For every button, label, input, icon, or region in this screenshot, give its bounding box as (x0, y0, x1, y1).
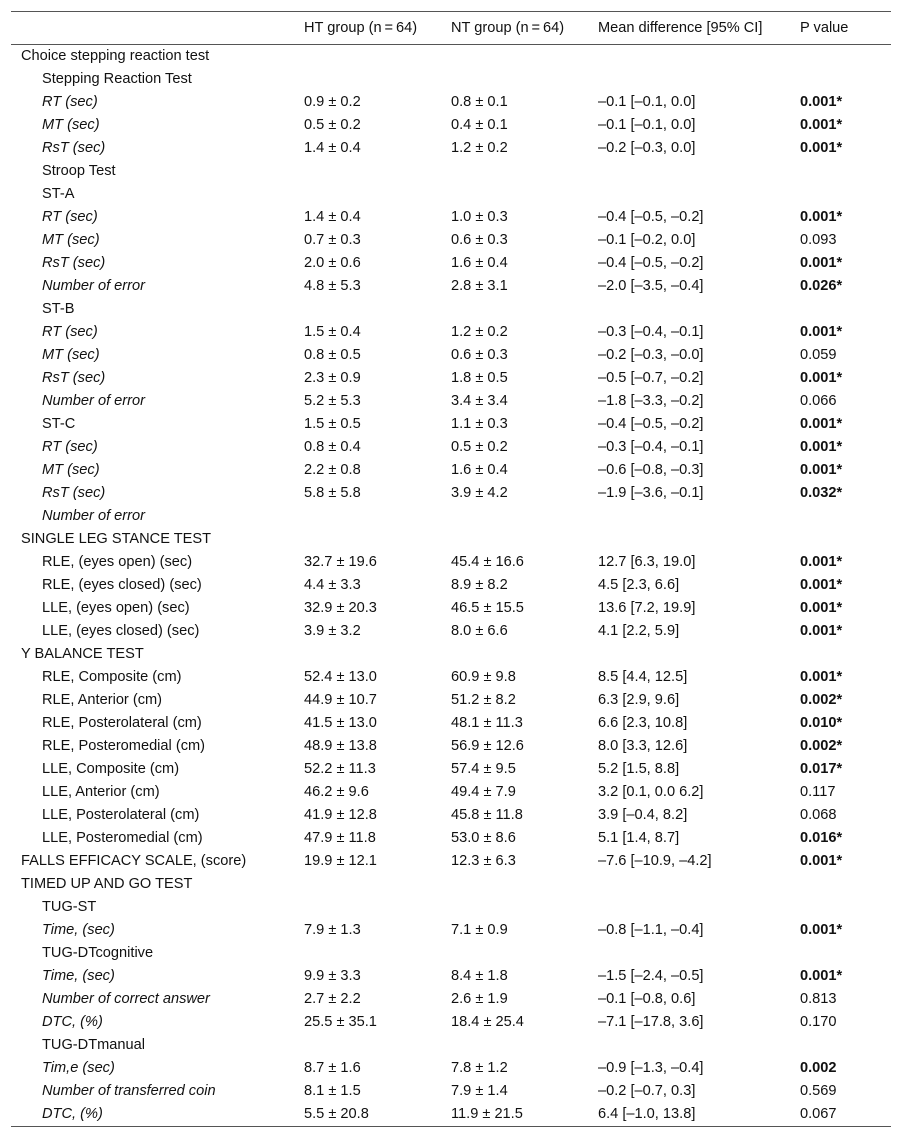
row-label: DTC, (%) (42, 1014, 103, 1030)
ht-group-value: 9.9 ± 3.3 (304, 968, 361, 984)
ht-group-value: 52.4 ± 13.0 (304, 669, 377, 685)
table-row (11, 505, 891, 528)
table-row (11, 68, 891, 91)
table-row (11, 850, 891, 873)
mean-difference-value: –0.3 [–0.4, –0.1] (598, 324, 704, 340)
table-row (11, 459, 891, 482)
table-row (11, 896, 891, 919)
p-value: 0.016* (800, 830, 843, 846)
table-body (11, 45, 891, 1126)
p-value: 0.001* (800, 554, 843, 570)
ht-group-value: 0.8 ± 0.5 (304, 347, 361, 363)
ht-group-value: 0.7 ± 0.3 (304, 232, 361, 248)
table-row (11, 275, 891, 298)
mean-difference-value: 6.4 [–1.0, 13.8] (598, 1106, 696, 1122)
table-row (11, 965, 891, 988)
nt-group-value: 45.8 ± 11.8 (451, 807, 523, 823)
row-label: RT (sec) (42, 324, 98, 340)
nt-group-value: 1.2 ± 0.2 (451, 324, 508, 340)
row-label: Tim,e (sec) (42, 1060, 115, 1076)
nt-group-value: 0.4 ± 0.1 (451, 117, 508, 133)
p-value: 0.170 (800, 1014, 837, 1030)
ht-group-value: 32.7 ± 19.6 (304, 554, 377, 570)
p-value: 0.001* (800, 922, 843, 938)
row-label: Number of error (42, 278, 145, 294)
mean-difference-value: –0.1 [–0.8, 0.6] (598, 991, 696, 1007)
row-label: MT (sec) (42, 347, 100, 363)
mean-difference-value: –0.2 [–0.3, 0.0] (598, 140, 696, 156)
nt-group-value: 1.2 ± 0.2 (451, 140, 508, 156)
ht-group-value: 44.9 ± 10.7 (304, 692, 377, 708)
row-label: ST-B (42, 301, 75, 317)
nt-group-value: 3.4 ± 3.4 (451, 393, 508, 409)
table-row (11, 1103, 891, 1126)
nt-group-value: 0.6 ± 0.3 (451, 347, 508, 363)
nt-group-value: 53.0 ± 8.6 (451, 830, 516, 846)
ht-group-value: 4.4 ± 3.3 (304, 577, 361, 593)
nt-group-value: 2.8 ± 3.1 (451, 278, 508, 294)
row-label: FALLS EFFICACY SCALE, (score) (21, 853, 247, 869)
table-row (11, 114, 891, 137)
row-label: Time, (sec) (42, 922, 115, 938)
row-label: ST-A (42, 186, 75, 202)
ht-group-value: 1.5 ± 0.4 (304, 324, 361, 340)
row-label: Number of correct answer (42, 991, 210, 1007)
nt-group-value: 18.4 ± 25.4 (451, 1014, 524, 1030)
p-value: 0.001* (800, 439, 843, 455)
nt-group-value: 7.9 ± 1.4 (451, 1083, 508, 1099)
p-value: 0.068 (800, 807, 837, 823)
row-label: RsT (sec) (42, 370, 106, 386)
nt-group-value: 60.9 ± 9.8 (451, 669, 516, 685)
p-value: 0.001* (800, 416, 843, 432)
row-label: Number of transferred coin (42, 1083, 216, 1099)
table-row (11, 574, 891, 597)
p-value: 0.017* (800, 761, 843, 777)
row-label: TUG-DTmanual (42, 1037, 145, 1053)
table-row (11, 390, 891, 413)
ht-group-value: 3.9 ± 3.2 (304, 623, 361, 639)
mean-difference-value: 6.6 [2.3, 10.8] (598, 715, 688, 731)
p-value: 0.001* (800, 324, 843, 340)
row-label: RsT (sec) (42, 485, 106, 501)
nt-group-value: 1.8 ± 0.5 (451, 370, 508, 386)
ht-group-value: 8.7 ± 1.6 (304, 1060, 361, 1076)
ht-group-value: 4.8 ± 5.3 (304, 278, 361, 294)
row-label: LLE, (eyes open) (sec) (42, 600, 190, 616)
table-row (11, 160, 891, 183)
row-label: Number of error (42, 508, 145, 524)
p-value: 0.001* (800, 209, 843, 225)
ht-group-value: 25.5 ± 35.1 (304, 1014, 377, 1030)
row-label: RLE, Posterolateral (cm) (42, 715, 202, 731)
mean-difference-value: –0.1 [–0.2, 0.0] (598, 232, 696, 248)
mean-difference-value: –0.4 [–0.5, –0.2] (598, 255, 704, 271)
p-value: 0.001* (800, 623, 843, 639)
row-label: Choice stepping reaction test (21, 48, 210, 64)
ht-group-value: 7.9 ± 1.3 (304, 922, 361, 938)
p-value: 0.032* (800, 485, 843, 501)
mean-difference-value: 8.0 [3.3, 12.6] (598, 738, 688, 754)
ht-group-value: 2.7 ± 2.2 (304, 991, 361, 1007)
row-label: RsT (sec) (42, 140, 106, 156)
mean-difference-value: –0.4 [–0.5, –0.2] (598, 416, 704, 432)
table-row (11, 942, 891, 965)
table-row (11, 45, 891, 68)
table-row (11, 367, 891, 390)
p-value: 0.001* (800, 117, 843, 133)
table-row (11, 781, 891, 804)
table-row (11, 137, 891, 160)
table-row (11, 620, 891, 643)
row-label: TUG-ST (42, 899, 97, 915)
table-row (11, 919, 891, 942)
ht-group-value: 2.2 ± 0.8 (304, 462, 361, 478)
p-value: 0.002 (800, 1060, 837, 1076)
nt-group-value: 8.0 ± 6.6 (451, 623, 508, 639)
row-label: RT (sec) (42, 94, 98, 110)
row-label: Stroop Test (42, 163, 116, 179)
p-value: 0.117 (800, 784, 836, 800)
mean-difference-value: –1.9 [–3.6, –0.1] (598, 485, 704, 501)
p-value: 0.002* (800, 738, 843, 754)
mean-difference-value: –1.5 [–2.4, –0.5] (598, 968, 704, 984)
table-row (11, 735, 891, 758)
row-label: RLE, (eyes open) (sec) (42, 554, 193, 570)
ht-group-value: 52.2 ± 11.3 (304, 761, 376, 777)
header-nt-group: NT group (n = 64) (451, 20, 565, 36)
nt-group-value: 51.2 ± 8.2 (451, 692, 516, 708)
p-value: 0.001* (800, 577, 843, 593)
nt-group-value: 48.1 ± 11.3 (451, 715, 523, 731)
table-row (11, 183, 891, 206)
ht-group-value: 41.9 ± 12.8 (304, 807, 377, 823)
mean-difference-value: –1.8 [–3.3, –0.2] (598, 393, 704, 409)
p-value: 0.001* (800, 669, 843, 685)
header-ht-group: HT group (n = 64) (304, 20, 418, 36)
table-header (11, 12, 891, 45)
row-label: Time, (sec) (42, 968, 115, 984)
nt-group-value: 46.5 ± 15.5 (451, 600, 524, 616)
p-value: 0.093 (800, 232, 837, 248)
table-row (11, 482, 891, 505)
row-label: LLE, Composite (cm) (42, 761, 180, 777)
table-row (11, 551, 891, 574)
table-row (11, 643, 891, 666)
p-value: 0.001* (800, 140, 843, 156)
table-row (11, 597, 891, 620)
table-row (11, 321, 891, 344)
header-mean-difference: Mean difference [95% CI] (598, 20, 763, 36)
ht-group-value: 5.8 ± 5.8 (304, 485, 361, 501)
row-label: RLE, (eyes closed) (sec) (42, 577, 202, 593)
ht-group-value: 41.5 ± 13.0 (304, 715, 377, 731)
row-label: Y BALANCE TEST (21, 646, 144, 662)
p-value: 0.001* (800, 968, 843, 984)
p-value: 0.001* (800, 370, 843, 386)
table-row (11, 413, 891, 436)
row-label: LLE, Posterolateral (cm) (42, 807, 200, 823)
row-label: SINGLE LEG STANCE TEST (21, 531, 212, 547)
mean-difference-value: –0.9 [–1.3, –0.4] (598, 1060, 704, 1076)
p-value: 0.059 (800, 347, 837, 363)
p-value: 0.026* (800, 278, 843, 294)
nt-group-value: 0.5 ± 0.2 (451, 439, 508, 455)
row-label: MT (sec) (42, 117, 100, 133)
nt-group-value: 1.6 ± 0.4 (451, 462, 508, 478)
row-label: RT (sec) (42, 209, 98, 225)
row-label: RLE, Posteromedial (cm) (42, 738, 206, 754)
mean-difference-value: –0.4 [–0.5, –0.2] (598, 209, 704, 225)
table-row (11, 804, 891, 827)
p-value: 0.066 (800, 393, 837, 409)
row-label: ST-C (42, 416, 76, 432)
mean-difference-value: 12.7 [6.3, 19.0] (598, 554, 696, 570)
table-row (11, 252, 891, 275)
nt-group-value: 8.9 ± 8.2 (451, 577, 508, 593)
table-row (11, 229, 891, 252)
p-value: 0.001* (800, 853, 843, 869)
table-row (11, 206, 891, 229)
ht-group-value: 0.5 ± 0.2 (304, 117, 361, 133)
row-label: LLE, (eyes closed) (sec) (42, 623, 200, 639)
mean-difference-value: –0.1 [–0.1, 0.0] (598, 94, 696, 110)
ht-group-value: 0.8 ± 0.4 (304, 439, 361, 455)
table-row (11, 298, 891, 321)
mean-difference-value: 5.1 [1.4, 8.7] (598, 830, 680, 846)
row-label: RLE, Anterior (cm) (42, 692, 163, 708)
mean-difference-value: –0.1 [–0.1, 0.0] (598, 117, 696, 133)
table-row (11, 689, 891, 712)
row-label: TIMED UP AND GO TEST (21, 876, 193, 892)
row-label: DTC, (%) (42, 1106, 103, 1122)
row-label: LLE, Posteromedial (cm) (42, 830, 203, 846)
ht-group-value: 0.9 ± 0.2 (304, 94, 361, 110)
row-label: RLE, Composite (cm) (42, 669, 182, 685)
table-row (11, 1034, 891, 1057)
ht-group-value: 46.2 ± 9.6 (304, 784, 369, 800)
mean-difference-value: –0.6 [–0.8, –0.3] (598, 462, 704, 478)
mean-difference-value: –0.2 [–0.3, –0.0] (598, 347, 704, 363)
mean-difference-value: 3.9 [–0.4, 8.2] (598, 807, 688, 823)
nt-group-value: 1.1 ± 0.3 (451, 416, 508, 432)
mean-difference-value: 4.1 [2.2, 5.9] (598, 623, 680, 639)
row-label: TUG-DTcognitive (42, 945, 154, 961)
nt-group-value: 12.3 ± 6.3 (451, 853, 516, 869)
mean-difference-value: –0.2 [–0.7, 0.3] (598, 1083, 696, 1099)
mean-difference-value: 5.2 [1.5, 8.8] (598, 761, 680, 777)
mean-difference-value: –0.5 [–0.7, –0.2] (598, 370, 704, 386)
nt-group-value: 8.4 ± 1.8 (451, 968, 508, 984)
table-row (11, 873, 891, 896)
p-value: 0.001* (800, 255, 843, 271)
table-row (11, 1080, 891, 1103)
nt-group-value: 11.9 ± 21.5 (451, 1106, 523, 1122)
p-value: 0.002* (800, 692, 843, 708)
ht-group-value: 47.9 ± 11.8 (304, 830, 376, 846)
nt-group-value: 7.1 ± 0.9 (451, 922, 508, 938)
ht-group-value: 5.5 ± 20.8 (304, 1106, 369, 1122)
row-label: RsT (sec) (42, 255, 106, 271)
p-value: 0.010* (800, 715, 843, 731)
table-row (11, 827, 891, 850)
nt-group-value: 45.4 ± 16.6 (451, 554, 524, 570)
p-value: 0.067 (800, 1106, 837, 1122)
nt-group-value: 1.6 ± 0.4 (451, 255, 508, 271)
row-label: Stepping Reaction Test (42, 71, 192, 87)
mean-difference-value: –0.8 [–1.1, –0.4] (598, 922, 704, 938)
ht-group-value: 2.3 ± 0.9 (304, 370, 361, 386)
header-p-value: P value (800, 20, 849, 36)
row-label: MT (sec) (42, 462, 100, 478)
nt-group-value: 0.8 ± 0.1 (451, 94, 508, 110)
nt-group-value: 49.4 ± 7.9 (451, 784, 516, 800)
nt-group-value: 0.6 ± 0.3 (451, 232, 508, 248)
nt-group-value: 7.8 ± 1.2 (451, 1060, 508, 1076)
table-row (11, 1011, 891, 1034)
ht-group-value: 1.5 ± 0.5 (304, 416, 361, 432)
table-row (11, 712, 891, 735)
table-row (11, 528, 891, 551)
p-value: 0.569 (800, 1083, 837, 1099)
mean-difference-value: –0.3 [–0.4, –0.1] (598, 439, 704, 455)
table-row (11, 758, 891, 781)
row-label: RT (sec) (42, 439, 98, 455)
mean-difference-value: 13.6 [7.2, 19.9] (598, 600, 696, 616)
nt-group-value: 56.9 ± 12.6 (451, 738, 524, 754)
table-row (11, 988, 891, 1011)
row-label: LLE, Anterior (cm) (42, 784, 160, 800)
ht-group-value: 2.0 ± 0.6 (304, 255, 361, 271)
results-table (11, 11, 891, 1127)
ht-group-value: 5.2 ± 5.3 (304, 393, 361, 409)
table-row (11, 344, 891, 367)
mean-difference-value: 6.3 [2.9, 9.6] (598, 692, 680, 708)
row-label: Number of error (42, 393, 145, 409)
table-row (11, 1057, 891, 1080)
p-value: 0.001* (800, 94, 843, 110)
mean-difference-value: –2.0 [–3.5, –0.4] (598, 278, 704, 294)
nt-group-value: 3.9 ± 4.2 (451, 485, 508, 501)
table-row (11, 666, 891, 689)
mean-difference-value: 3.2 [0.1, 0.0 6.2] (598, 784, 704, 800)
table-row (11, 436, 891, 459)
nt-group-value: 1.0 ± 0.3 (451, 209, 508, 225)
p-value: 0.001* (800, 600, 843, 616)
ht-group-value: 48.9 ± 13.8 (304, 738, 377, 754)
ht-group-value: 19.9 ± 12.1 (304, 853, 377, 869)
p-value: 0.001* (800, 462, 843, 478)
ht-group-value: 32.9 ± 20.3 (304, 600, 377, 616)
mean-difference-value: –7.6 [–10.9, –4.2] (598, 853, 712, 869)
ht-group-value: 1.4 ± 0.4 (304, 209, 361, 225)
mean-difference-value: –7.1 [–17.8, 3.6] (598, 1014, 704, 1030)
ht-group-value: 8.1 ± 1.5 (304, 1083, 361, 1099)
nt-group-value: 57.4 ± 9.5 (451, 761, 516, 777)
mean-difference-value: 4.5 [2.3, 6.6] (598, 577, 680, 593)
nt-group-value: 2.6 ± 1.9 (451, 991, 508, 1007)
p-value: 0.813 (800, 991, 837, 1007)
mean-difference-value: 8.5 [4.4, 12.5] (598, 669, 688, 685)
ht-group-value: 1.4 ± 0.4 (304, 140, 361, 156)
row-label: MT (sec) (42, 232, 100, 248)
table-row (11, 91, 891, 114)
